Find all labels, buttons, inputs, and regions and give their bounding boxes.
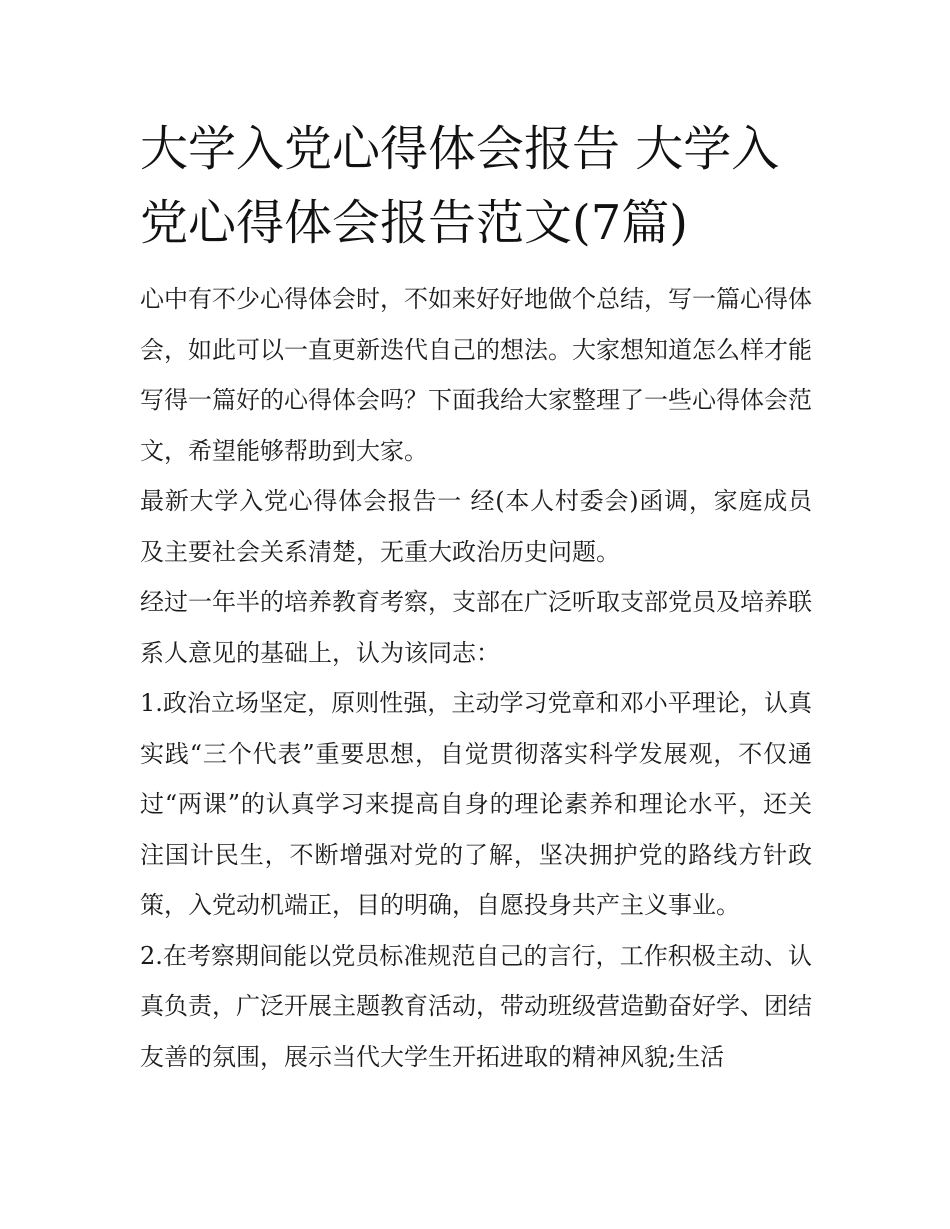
report-one-paragraph: 最新大学入党心得体会报告一 经(本人村委会)函调，家庭成员及主要社会关系清楚，无重大政治历史问题。 — [140, 487, 812, 566]
document-body — [140, 112, 812, 1082]
intro-paragraph: 心中有不少心得体会时，不如来好好地做个总结，写一篇心得体会，如此可以一直更新迭代自己的想法。大家想知道怎么样才能写得一篇好的心得体会吗？下面我给大家整理了一些心得体会范文，希望能够帮助到大家。 — [140, 285, 812, 465]
point-one-paragraph: 1.政治立场坚定，原则性强，主动学习党章和邓小平理论，认真实践“三个代表”重要思想，自觉贯彻落实科学发展观，不仅通过“两课”的认真学习来提高自身的理论素养和理论水平，还关注国计民生，不断增强对党的了解，坚决拥护党的路线方针政策，入党动机端正，目的明确，自愿投身共产主义事业。 — [140, 689, 812, 919]
document-title: 大学入党心得体会报告 大学入党心得体会报告范文(7篇) — [140, 121, 780, 251]
point-two-paragraph: 2.在考察期间能以党员标准规范自己的言行，工作积极主动、认真负责，广泛开展主题教育活动，带动班级营造勤奋好学、团结友善的氛围，展示当代大学生开拓进取的精神风貌;生活 — [140, 941, 812, 1071]
assessment-paragraph: 经过一年半的培养教育考察，支部在广泛听取支部党员及培养联系人意见的基础上，认为该同志： — [140, 588, 812, 667]
